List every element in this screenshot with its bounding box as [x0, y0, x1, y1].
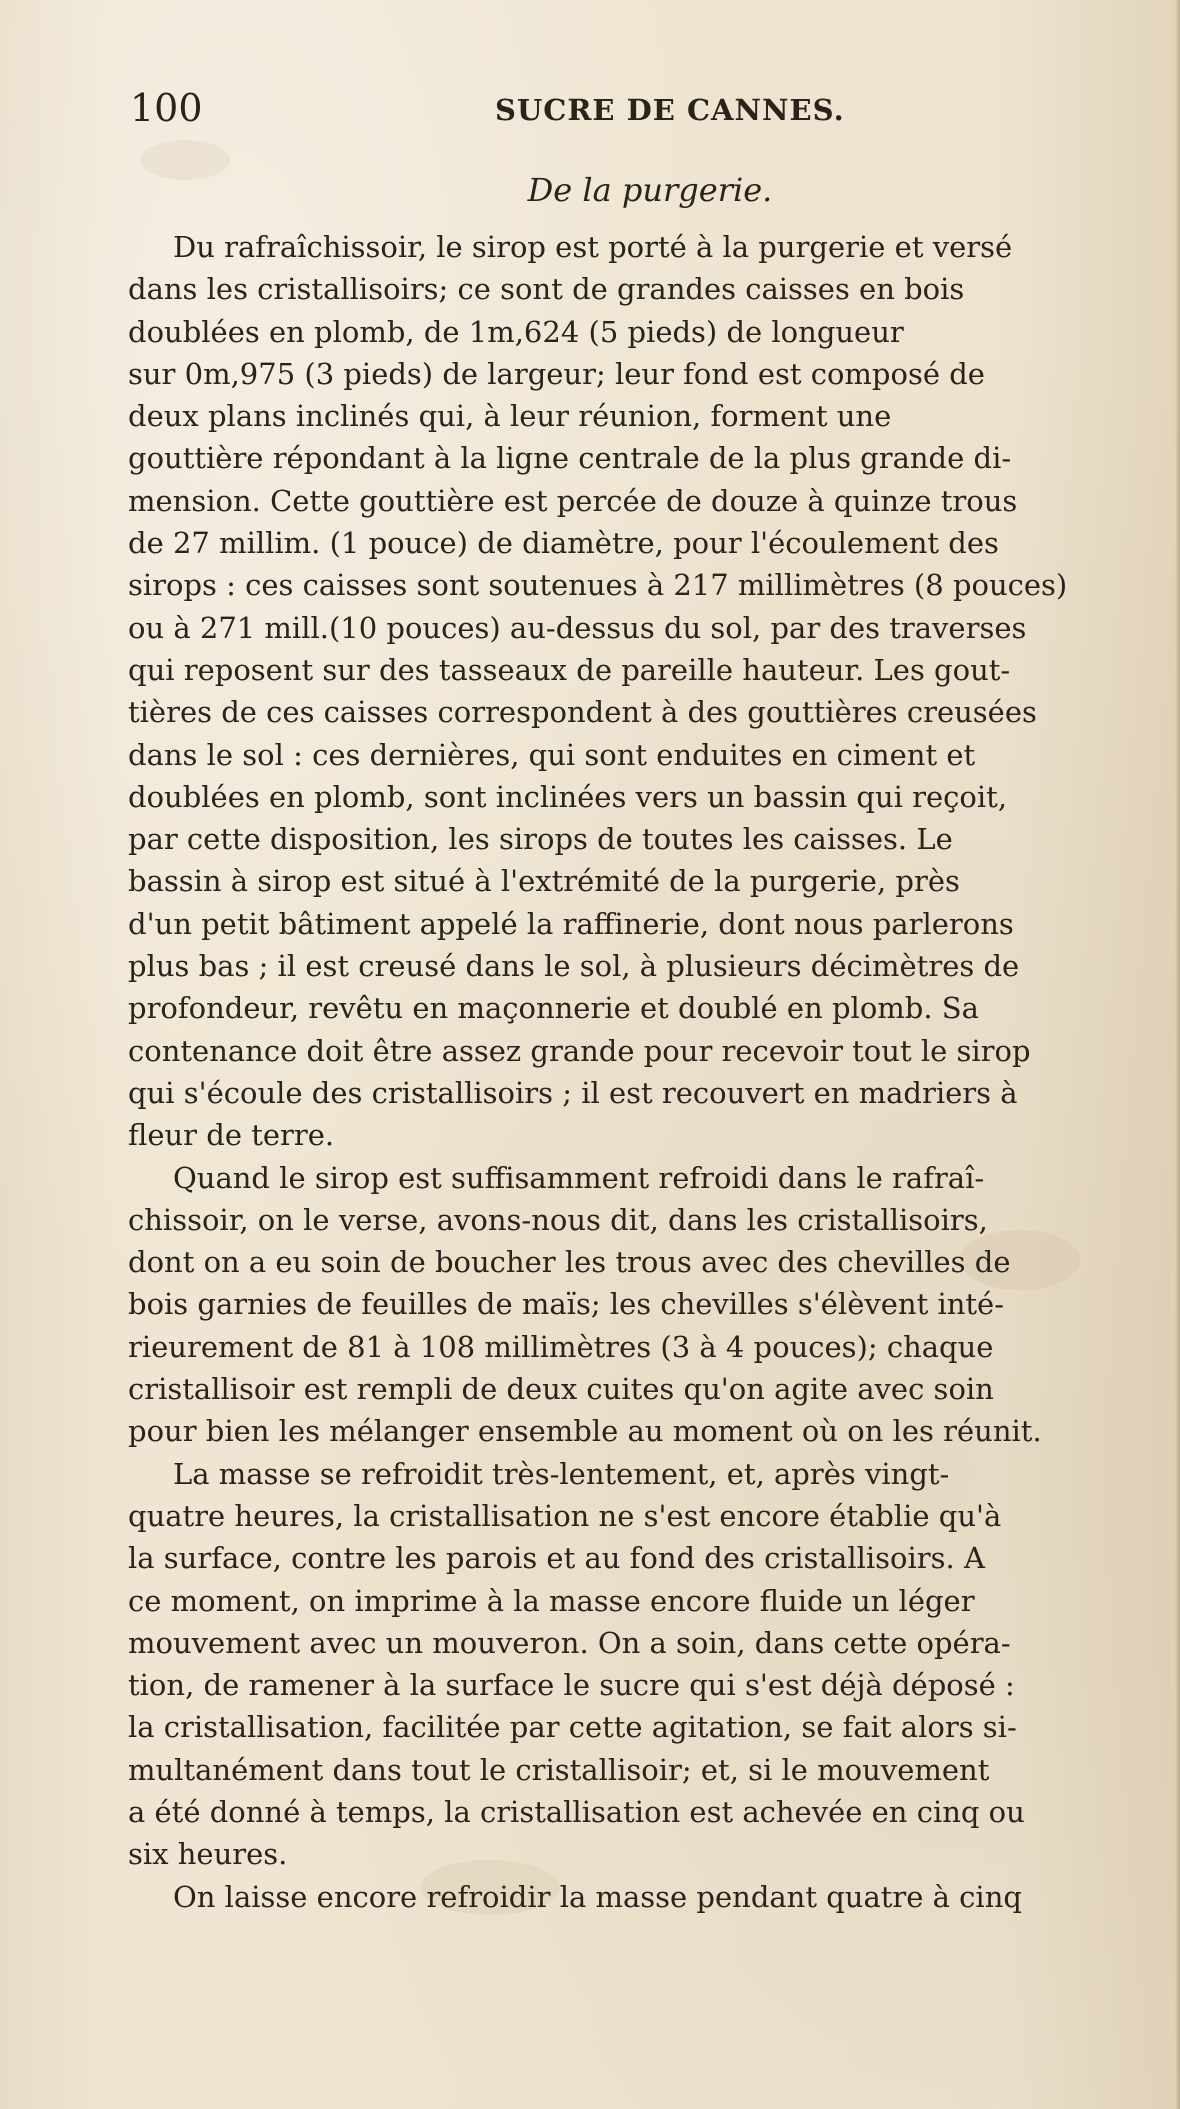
- text-line: chissoir, on le verse, avons-nous dit, dans les cristallisoirs,: [128, 1202, 988, 1237]
- text-line: bois garnies de feuilles de maïs; les chevilles s'élèvent inté-: [128, 1287, 1005, 1322]
- text-line: de 27 millim. (1 pouce) de diamètre, pour l'écoulement des: [128, 526, 999, 561]
- text-line: multanément dans tout le cristallisoir; et, si le mouvement: [128, 1752, 990, 1787]
- text-line: gouttière répondant à la ligne centrale de la plus grande di-: [128, 441, 1012, 476]
- text-line: profondeur, revêtu en maçonnerie et doublé en plomb. Sa: [128, 991, 979, 1026]
- text-line: ou à 271 mill.(10 pouces) au-dessus du sol, par des traverses: [128, 610, 1027, 645]
- page-header: [130, 84, 1170, 132]
- text-line: fleur de terre.: [128, 1118, 335, 1153]
- text-line: la surface, contre les parois et au fond des cristallisoirs. A: [128, 1541, 985, 1576]
- text-line: dont on a eu soin de boucher les trous avec des chevilles de: [128, 1245, 1011, 1280]
- text-line: contenance doit être assez grande pour recevoir tout le sirop: [128, 1033, 1031, 1068]
- text-line: bassin à sirop est situé à l'extrémité de la purgerie, près: [128, 864, 960, 899]
- text-line: sur 0m,975 (3 pieds) de largeur; leur fond est composé de: [128, 356, 985, 391]
- text-line: a été donné à temps, la cristallisation est achevée en cinq ou: [128, 1794, 1025, 1829]
- text-line: doublées en plomb, sont inclinées vers un bassin qui reçoit,: [128, 779, 1008, 814]
- text-line: cristallisoir est rempli de deux cuites qu'on agite avec soin: [128, 1372, 994, 1407]
- section-title: De la purgerie.: [527, 171, 773, 209]
- page-number: 100: [130, 86, 203, 130]
- page-edge-shadow: [1175, 0, 1180, 2109]
- text-line: six heures.: [128, 1837, 288, 1872]
- text-line: On laisse encore refroidir la masse pendant quatre à cinq: [173, 1879, 1022, 1914]
- text-line: doublées en plomb, de 1m,624 (5 pieds) de longueur: [128, 314, 904, 349]
- text-line: rieurement de 81 à 108 millimètres (3 à 4 pouces); chaque: [128, 1329, 994, 1364]
- text-line: plus bas ; il est creusé dans le sol, à plusieurs décimètres de: [128, 949, 1020, 984]
- text-line: qui reposent sur des tasseaux de pareille hauteur. Les gout-: [128, 652, 1011, 687]
- text-line: par cette disposition, les sirops de toutes les caisses. Le: [128, 822, 953, 857]
- text-line: la cristallisation, facilitée par cette agitation, se fait alors si-: [128, 1710, 1017, 1745]
- text-line: mouvement avec un mouveron. On a soin, dans cette opéra-: [128, 1625, 1011, 1660]
- text-line: quatre heures, la cristallisation ne s'est encore établie qu'à: [128, 1498, 1002, 1533]
- text-line: qui s'écoule des cristallisoirs ; il est recouvert en madriers à: [128, 1075, 1018, 1110]
- text-line: tières de ces caisses correspondent à des gouttières creusées: [128, 695, 1037, 730]
- running-title: SUCRE DE CANNES.: [495, 93, 845, 127]
- text-line: La masse se refroidit très-lentement, et, après vingt-: [173, 1456, 950, 1491]
- text-line: dans le sol : ces dernières, qui sont enduites en ciment et: [128, 737, 976, 772]
- text-line: ce moment, on imprime à la masse encore fluide un léger: [128, 1583, 975, 1618]
- text-line: tion, de ramener à la surface le sucre qui s'est déjà déposé :: [128, 1668, 1015, 1703]
- text-line: mension. Cette gouttière est percée de douze à quinze trous: [128, 483, 1018, 518]
- body-text: [128, 226, 1173, 1918]
- text-line: dans les cristallisoirs; ce sont de grandes caisses en bois: [128, 272, 965, 307]
- text-line: pour bien les mélanger ensemble au moment où on les réunit.: [128, 1414, 1042, 1449]
- text-line: Quand le sirop est suffisamment refroidi dans le rafraî-: [173, 1160, 985, 1195]
- text-line: deux plans inclinés qui, à leur réunion, forment une: [128, 399, 892, 434]
- text-line: d'un petit bâtiment appelé la raffinerie, dont nous parlerons: [128, 906, 1014, 941]
- text-line: Du rafraîchissoir, le sirop est porté à la purgerie et versé: [173, 230, 1013, 264]
- text-line: sirops : ces caisses sont soutenues à 217 millimètres (8 pouces): [128, 568, 1068, 603]
